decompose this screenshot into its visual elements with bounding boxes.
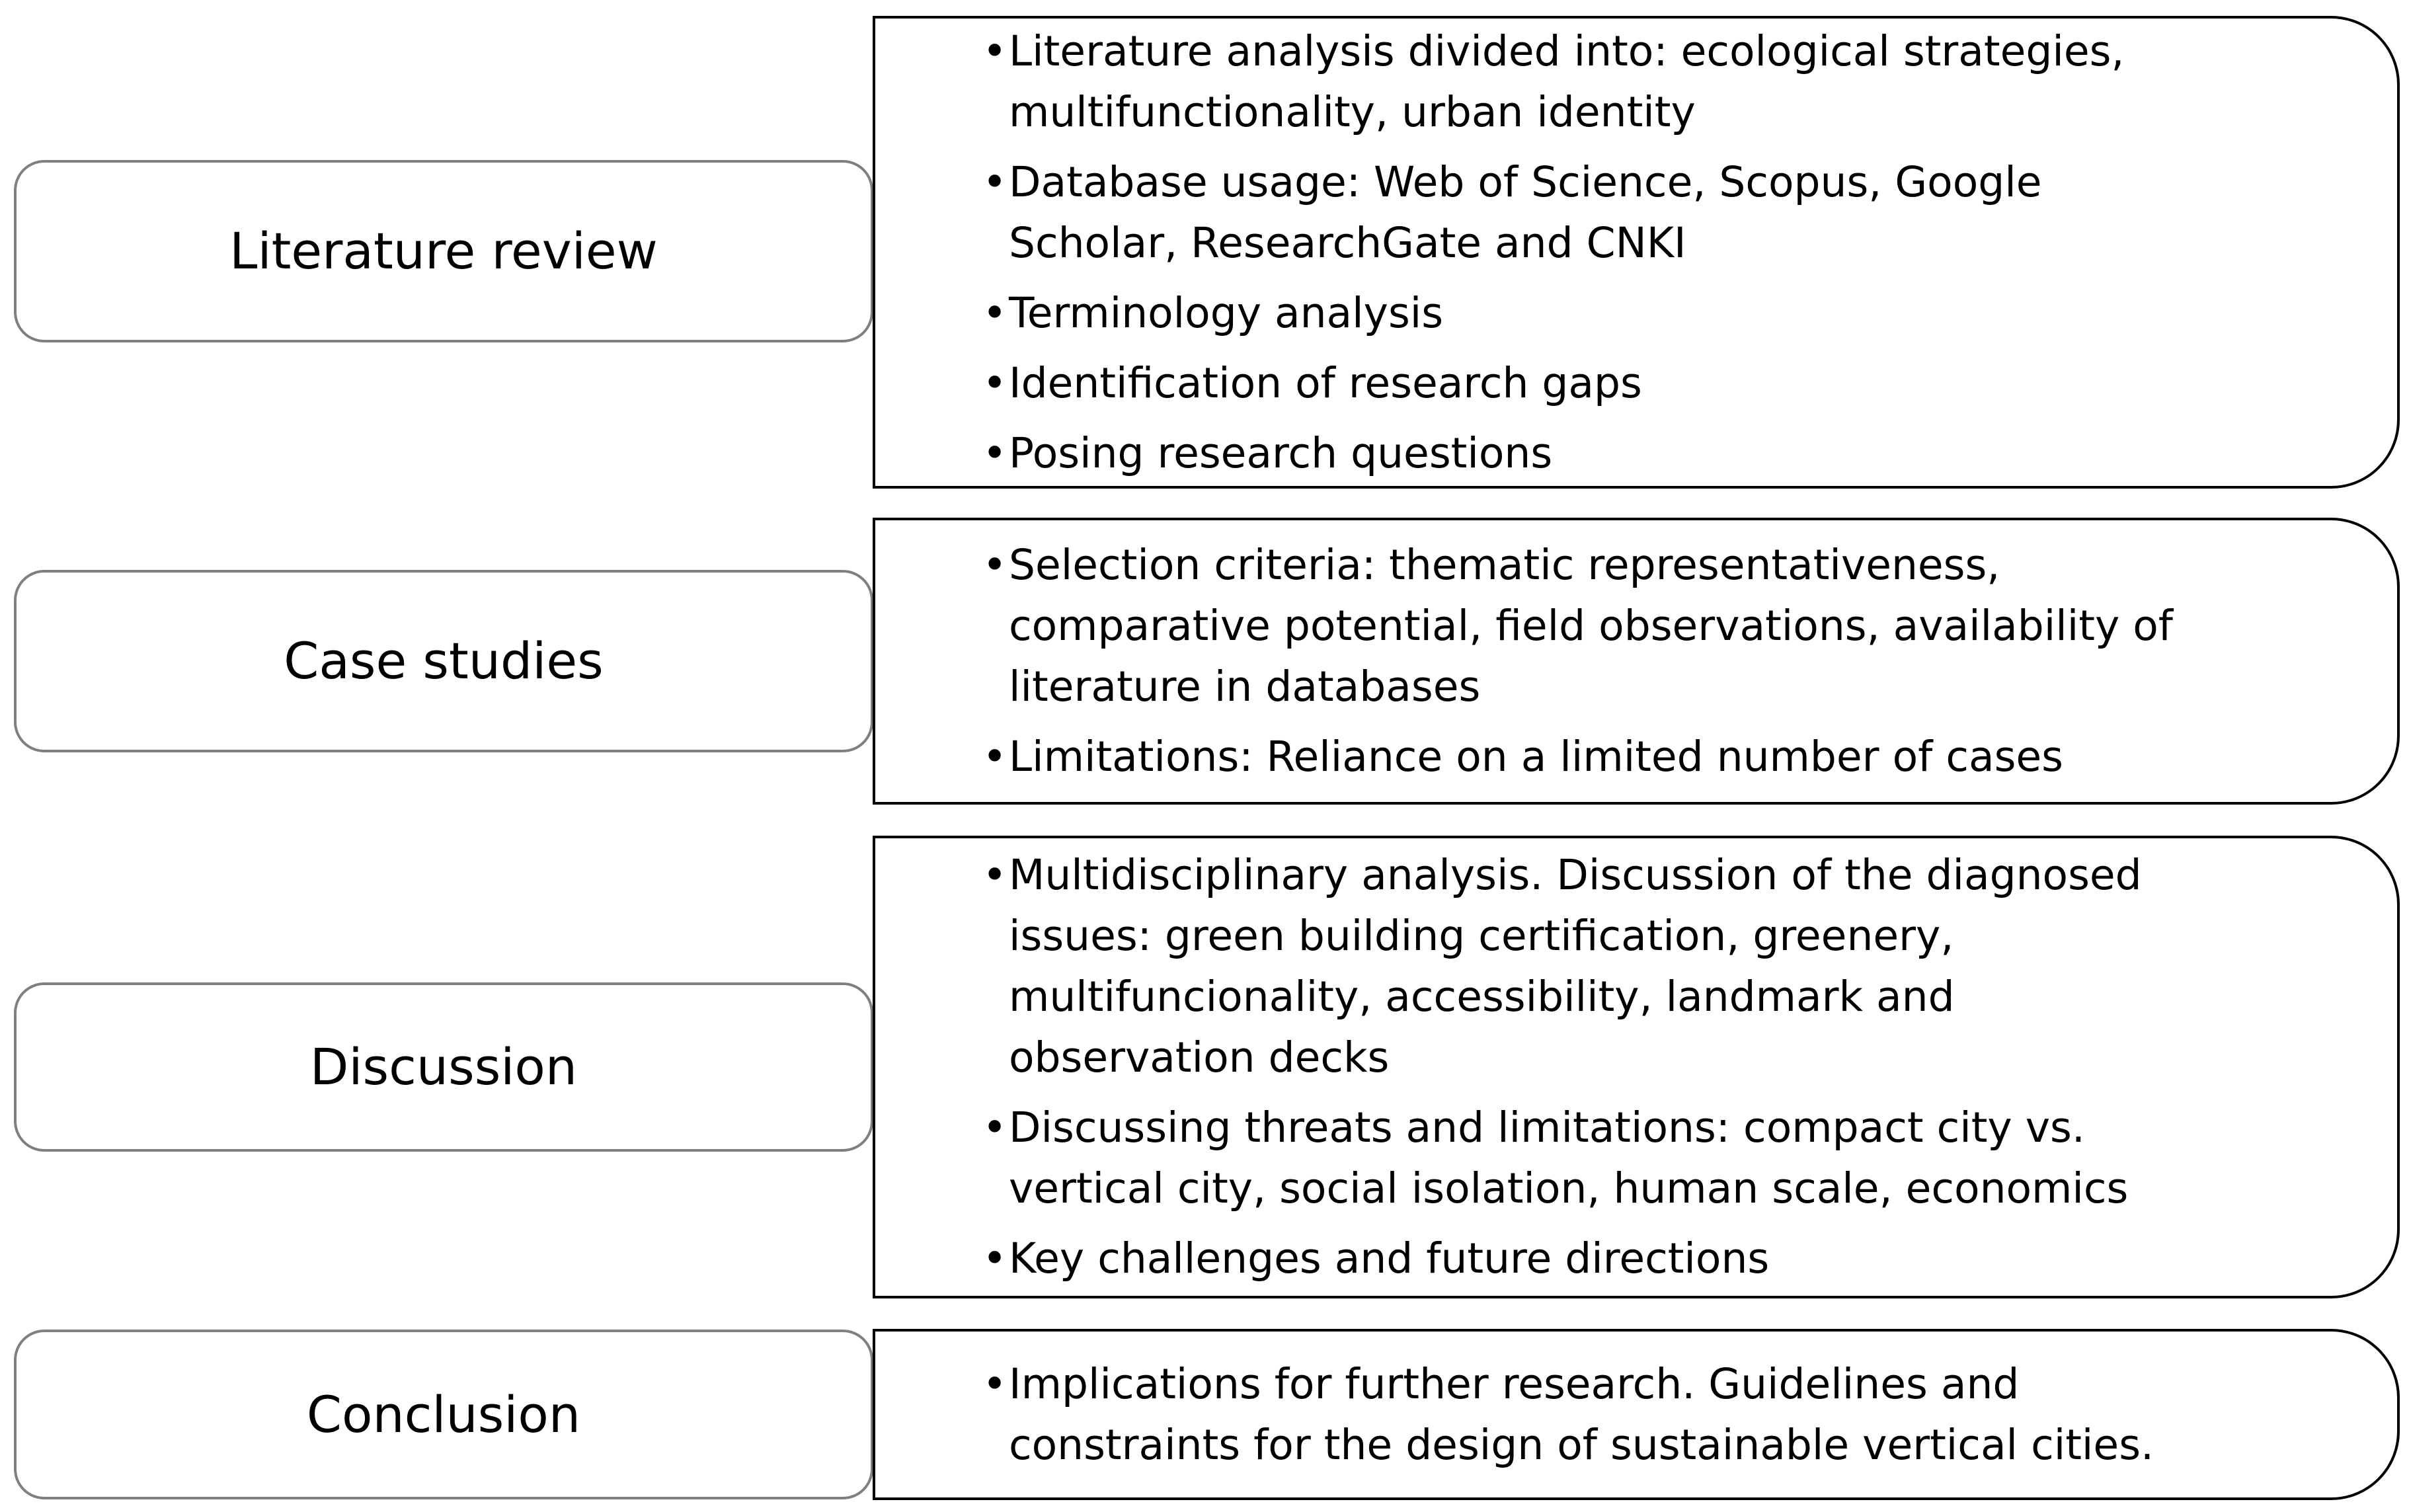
bullet-dot: • xyxy=(982,541,1007,589)
bullet-text: Posing research questions xyxy=(1009,428,1553,477)
stage-label: Discussion xyxy=(309,1037,578,1096)
stage-details-box xyxy=(873,836,2400,1298)
bullet-text: Key challenges and future directions xyxy=(1009,1234,1770,1283)
bullet-dot: • xyxy=(982,358,1007,407)
stage-details-box xyxy=(873,16,2400,489)
bullet-item xyxy=(982,283,2377,344)
bullet-item xyxy=(982,1097,2377,1219)
bullet-item xyxy=(982,845,2377,1088)
bullet-item xyxy=(982,535,2377,717)
stage-label-box xyxy=(14,570,873,752)
stage-label: Conclusion xyxy=(306,1384,581,1444)
stage-details-box xyxy=(873,1329,2400,1500)
bullet-item xyxy=(982,21,2377,143)
bullet-item xyxy=(982,152,2377,274)
bullet-item xyxy=(982,727,2377,787)
bullet-text: Terminology analysis xyxy=(1009,288,1444,337)
bullet-dot: • xyxy=(982,733,1007,781)
bullet-item xyxy=(982,423,2377,484)
bullet-list xyxy=(982,845,2377,1289)
stage-label: Literature review xyxy=(229,221,658,280)
bullet-dot: • xyxy=(982,428,1007,477)
bullet-text: Database usage: Web of Science, Scopus, Google Scholar, ResearchGate and CNKI xyxy=(1009,157,2042,267)
bullet-list xyxy=(982,1354,2377,1476)
bullet-item xyxy=(982,1354,2377,1476)
bullet-dot: • xyxy=(982,157,1007,206)
bullet-text: Discussing threats and limitations: compact city vs. vertical city, social isolation, human scale, economics xyxy=(1009,1103,2129,1213)
bullet-list xyxy=(982,535,2377,787)
bullet-text: Limitations: Reliance on a limited number of cases xyxy=(1009,733,2063,781)
bullet-item xyxy=(982,1228,2377,1289)
bullet-list xyxy=(982,21,2377,484)
bullet-text: Implications for further research. Guidelines and constraints for the design of sustainable vertical cities. xyxy=(1009,1359,2154,1469)
bullet-item xyxy=(982,353,2377,414)
stage-details-box xyxy=(873,518,2400,805)
stage-label-box xyxy=(14,160,873,342)
bullet-dot: • xyxy=(982,1234,1007,1283)
stage-label-box xyxy=(14,1330,873,1499)
bullet-text: Literature analysis divided into: ecological strategies, multifunctionality, urban identity xyxy=(1009,26,2125,136)
stage-label: Case studies xyxy=(284,631,604,690)
bullet-text: Identification of research gaps xyxy=(1009,358,1642,407)
bullet-dot: • xyxy=(982,1103,1007,1152)
bullet-text: Multidisciplinary analysis. Discussion of the diagnosed issues: green building certification, greenery, multifuncionality, accessibility, landmark and observation decks xyxy=(1009,851,2142,1082)
bullet-dot: • xyxy=(982,26,1007,75)
bullet-dot: • xyxy=(982,851,1007,899)
stage-label-box xyxy=(14,982,873,1152)
bullet-dot: • xyxy=(982,1359,1007,1408)
bullet-text: Selection criteria: thematic representativeness, comparative potential, field observations, availability of literature in databases xyxy=(1009,541,2173,711)
bullet-dot: • xyxy=(982,288,1007,337)
